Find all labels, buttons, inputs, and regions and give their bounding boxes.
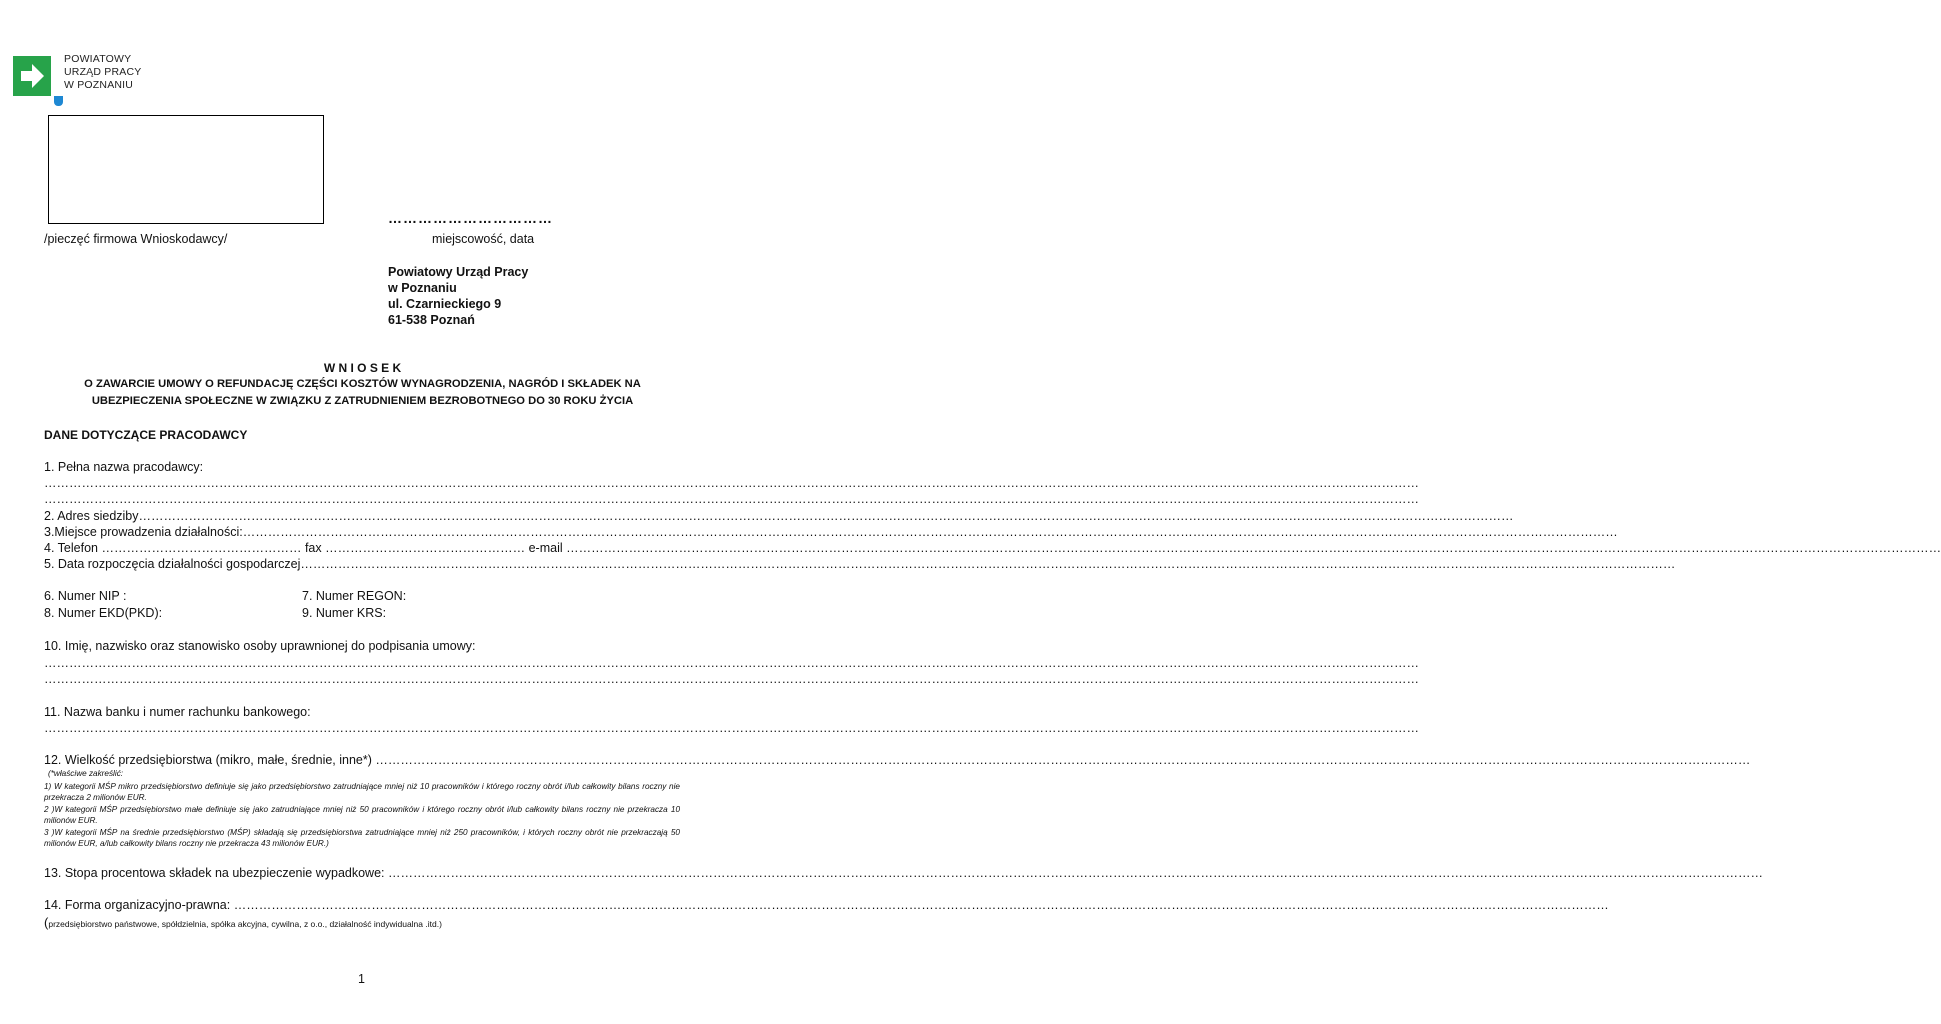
field-label-accident-rate: 13. Stopa procentowa składek na ubezpieczenie wypadkowe:	[44, 866, 385, 880]
field-bank-line[interactable]: ……………………………………………………………………………………………………………………………………………………………………………………………………………………………………………………………………………………………………	[44, 721, 1419, 735]
arrow-right-icon	[13, 56, 51, 96]
addressee-line: 61-538 Poznań	[388, 313, 475, 327]
field-label-legal-form: 14. Forma organizacyjno-prawna:	[44, 898, 231, 912]
hint-text: przedsiębiorstwo państwowe, spółdzielnia, spółka akcyjna, cywilna, z o.o., działalność indywidualna .itd.)	[48, 919, 442, 929]
company-stamp-box[interactable]	[48, 115, 324, 224]
hint-paren: (	[44, 915, 49, 930]
field-krs[interactable]: 9. Numer KRS:	[302, 606, 387, 620]
document-heading: W N I O S E K	[323, 361, 402, 375]
dots: ……………………………………………………………………………………………………………………………………………………………………………………………………………………………………………………………………………………………………	[242, 525, 1618, 539]
field-label-start-date: 5. Data rozpoczęcia działalności gospodarczej	[44, 557, 301, 571]
stamp-caption: /pieczęć firmowa Wnioskodawcy/	[44, 232, 228, 246]
addressee-line: w Poznaniu	[388, 281, 457, 295]
field-accident-rate[interactable]	[44, 866, 1763, 881]
field-ekd[interactable]: 8. Numer EKD(PKD):	[44, 606, 163, 620]
field-label-address: 2. Adres siedziby	[44, 509, 139, 523]
field-authorized-person-line[interactable]: ……………………………………………………………………………………………………………………………………………………………………………………………………………………………………………………………………………………………………	[44, 656, 1419, 670]
place-date-field[interactable]: ……………………………	[388, 210, 553, 226]
field-authorized-person-line[interactable]: ……………………………………………………………………………………………………………………………………………………………………………………………………………………………………………………………………………………………………	[44, 672, 1419, 686]
field-legal-form[interactable]	[44, 898, 1609, 913]
dots: ……………………………………………………………………………………………………………………………………………………………………………………………………………………………………………………………………………………………………	[300, 557, 1676, 571]
document-title-line: UBEZPIECZENIA SPOŁECZNE W ZWIĄZKU Z ZATRUDNIENIEM BEZROBOTNEGO DO 30 ROKU ŻYCIA	[91, 395, 634, 407]
field-company-name-line[interactable]: ……………………………………………………………………………………………………………………………………………………………………………………………………………………………………………………………………………………………………	[44, 492, 1419, 506]
field-business-place[interactable]	[44, 525, 1618, 540]
field-contact[interactable]	[44, 541, 1941, 556]
field-company-name-line[interactable]: ……………………………………………………………………………………………………………………………………………………………………………………………………………………………………………………………………………………………………	[44, 476, 1419, 490]
note-intro: (*właściwe zakreślić:	[48, 769, 124, 778]
field-label-bank: 11. Nazwa banku i numer rachunku bankowego:	[44, 705, 311, 719]
field-company-size[interactable]	[44, 753, 1751, 768]
field-phone[interactable]: …………………………………………	[101, 541, 302, 555]
field-label-company-size: 12. Wielkość przedsiębiorstwa (mikro, małe, średnie, inne*)	[44, 753, 372, 767]
addressee-line: ul. Czarnieckiego 9	[388, 297, 502, 311]
field-start-date[interactable]	[44, 557, 1676, 572]
logo-line: W POZNANIU	[64, 79, 134, 91]
field-label-email: e-mail	[528, 541, 563, 555]
place-date-label: miejscowość, data	[432, 232, 535, 246]
note-micro: 1) W kategorii MŚP mikro przedsiębiorstwo definiuje się jako przedsiębiorstwo zatrudniające mniej niż 10 pracowników i którego roczny obrót i/lub całkowity bilans roczny nie przekracza 2 milionów EUR.	[44, 782, 680, 802]
field-regon[interactable]: 7. Numer REGON:	[302, 589, 407, 603]
field-label-phone: 4. Telefon	[44, 541, 98, 555]
note-medium: 3 )W kategorii MŚP na średnie przedsiębiorstwo (MŚP) składają się przedsiębiorstwa zatrudniające mniej niż 250 pracowników, i których roczny obrót nie przekraczają 50 milionów EUR, a/lub całkowity bilans roczny nie przekracza 43 milionów EUR.)	[44, 828, 680, 848]
field-address[interactable]	[44, 509, 1514, 524]
field-fax[interactable]: …………………………………………	[325, 541, 526, 555]
section-title: DANE DOTYCZĄCE PRACODAWCY	[44, 428, 248, 442]
dots: ……………………………………………………………………………………………………………………………………………………………………………………………………………………………………………………………………………………………………	[138, 509, 1514, 523]
field-nip[interactable]: 6. Numer NIP :	[44, 589, 127, 603]
addressee-block	[388, 264, 528, 328]
document-title-line: O ZAWARCIE UMOWY O REFUNDACJĘ CZĘŚCI KOSZTÓW WYNAGRODZENIA, NAGRÓD I SKŁADEK NA	[84, 378, 641, 390]
note-small: 2 )W kategorii MŚP przedsiębiorstwo małe definiuje się jako zatrudniające mniej niż 50 pracowników i którego roczny obrót i/lub całkowity bilans roczny nie przekracza 10 milionów EUR.	[44, 805, 680, 825]
page-number: 1	[358, 972, 365, 986]
field-label-company-name: 1. Pełna nazwa pracodawcy:	[44, 460, 204, 474]
field-label-fax: fax	[304, 541, 322, 555]
dots: ……………………………………………………………………………………………………………………………………………………………………………………………………………………………………………………………………………………………………	[387, 866, 1763, 880]
dots: ……………………………………………………………………………………………………………………………………………………………………………………………………………………………………………………………………………………………………	[375, 753, 1751, 767]
logo-text	[64, 53, 141, 92]
logo-line: URZĄD PRACY	[64, 66, 142, 78]
field-email[interactable]: ……………………………………………………………………………………………………………………………………………………………………………………………………………………………………………………………………………………………………	[566, 541, 1941, 555]
field-label-authorized-person: 10. Imię, nazwisko oraz stanowisko osoby uprawnionej do podpisania umowy:	[44, 639, 476, 653]
field-label-business-place: 3.Miejsce prowadzenia działalności:	[44, 525, 243, 539]
addressee-line: Powiatowy Urząd Pracy	[388, 265, 529, 279]
legal-form-hint	[44, 914, 442, 932]
logo-line: POWIATOWY	[64, 53, 132, 65]
dots: ……………………………………………………………………………………………………………………………………………………………………………………………………………………………………………………………………………………………………	[233, 898, 1609, 912]
logo-accent	[54, 96, 63, 106]
